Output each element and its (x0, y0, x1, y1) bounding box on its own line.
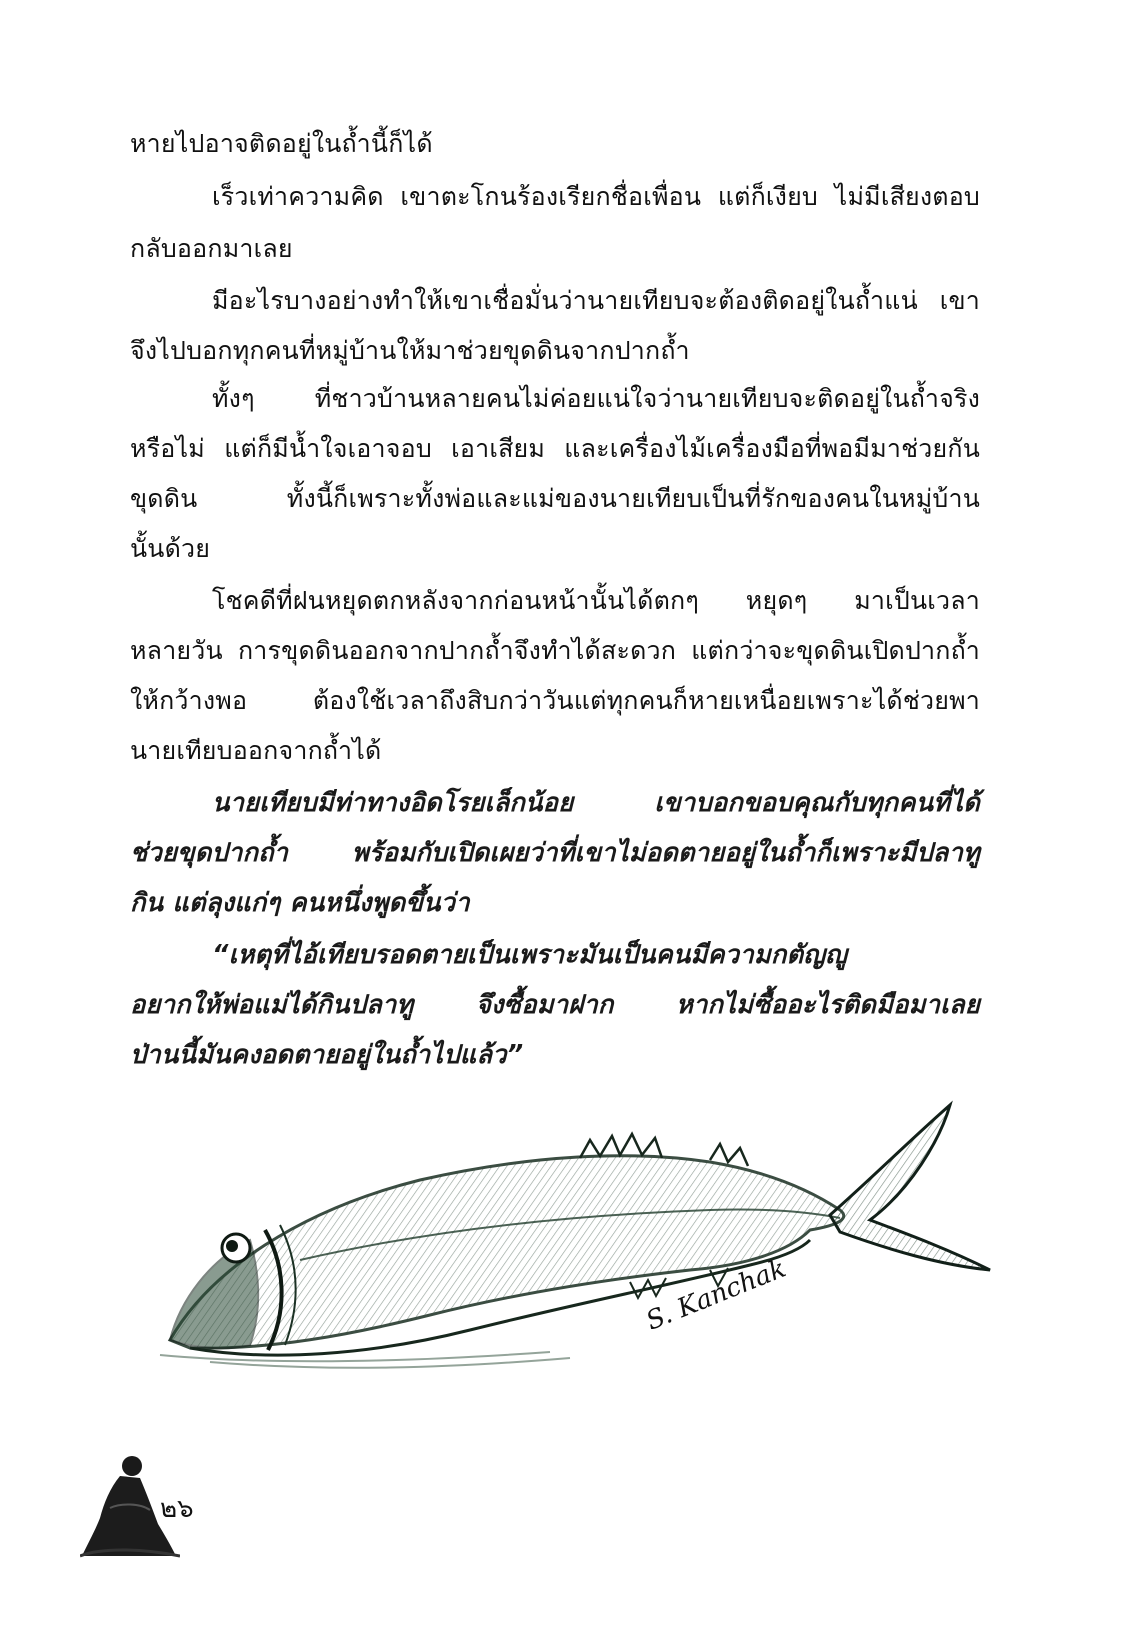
text-line: จึงไปบอกทุกคนที่หมู่บ้านให้มาช่วยขุดดินจากปากถ้ำ (130, 336, 690, 365)
quote-line: ป่านนี้มันคงอดตายอยู่ในถ้ำไปแล้ว” (130, 1040, 524, 1070)
quote-line: “เหตุที่ไอ้เทียบรอดตายเป็นเพราะมันเป็นคนมีความกตัญญู (212, 940, 848, 970)
text-line: เร็วเท่าความคิด เขาตะโกนร้องเรียกชื่อเพื่อน แต่ก็เงียบ ไม่มีเสียงตอบ (212, 182, 980, 211)
text-line: ให้กว้างพอ ต้องใช้เวลาถึงสิบกว่าวันแต่ทุกคนก็หายเหนื่อยเพราะได้ช่วยพา (130, 686, 980, 715)
text-line: หลายวัน การขุดดินออกจากปากถ้ำจึงทำได้สะดวก แต่กว่าจะขุดดินเปิดปากถ้ำ (130, 636, 980, 665)
text-line: นายเทียบออกจากถ้ำได้ (130, 736, 382, 765)
text-line: ขุดดิน ทั้งนี้ก็เพราะทั้งพ่อและแม่ของนายเทียบเป็นที่รักของคนในหมู่บ้าน (130, 484, 980, 513)
text-line: กลับออกมาเลย (130, 234, 293, 263)
artist-signature: S. Kanchak (642, 1253, 791, 1337)
text-line: โชคดีที่ฝนหยุดตกหลังจากก่อนหน้านั้นได้ตกๆ หยุดๆ มาเป็นเวลา (212, 586, 980, 615)
text-line-italic: ช่วยขุดปากถ้ำ พร้อมกับเปิดเผยว่าที่เขาไม่อดตายอยู่ในถ้ำก็เพราะมีปลาทู (130, 838, 980, 868)
text-line: ทั้งๆ ที่ชาวบ้านหลายคนไม่ค่อยแน่ใจว่านายเทียบจะติดอยู่ในถ้ำจริง (212, 384, 980, 413)
text-line: นั้นด้วย (130, 534, 211, 563)
fish-tail (830, 1105, 990, 1270)
fish-body (170, 1156, 844, 1348)
fish-illustration (150, 1100, 1010, 1460)
page-number: ๒๖ (160, 1494, 194, 1524)
text-line-italic: กิน แต่ลุงแก่ๆ คนหนึ่งพูดขึ้นว่า (130, 888, 470, 918)
quote-line: อยากให้พ่อแม่ได้กินปลาทู จึงซื้อมาฝาก หากไม่ซื้ออะไรติดมือมาเลย (130, 990, 980, 1020)
text-line: หรือไม่ แต่ก็มีน้ำใจเอาจอบ เอาเสียม และเครื่องไม้เครื่องมือที่พอมีมาช่วยกัน (130, 434, 980, 463)
text-line: หายไปอาจติดอยู่ในถ้ำนี้ก็ได้ (130, 129, 433, 158)
text-line-italic: นายเทียบมีท่าทางอิดโรยเล็กน้อย เขาบอกขอบคุณกับทุกคนที่ได้ (212, 788, 980, 818)
text-line: มีอะไรบางอย่างทำให้เขาเชื่อมั่นว่านายเทียบจะต้องติดอยู่ในถ้ำแน่ เขา (212, 286, 980, 315)
